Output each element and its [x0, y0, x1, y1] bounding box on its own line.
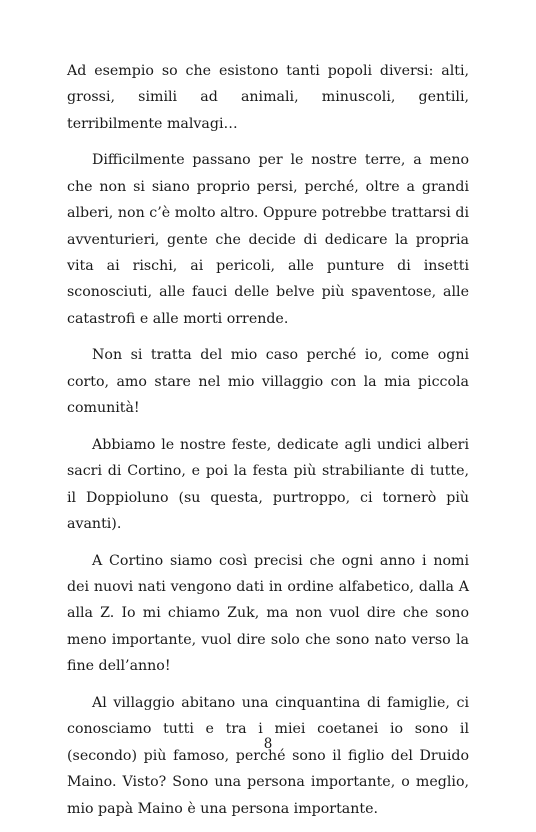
paragraph-1: Ad esempio so che esistono tanti popoli diversi: alti, grossi, simili ad animali, minuscoli, gentili, terribilmente malvagi…: [67, 63, 469, 132]
paragraph-4: Abbiamo le nostre feste, dedicate agli undici alberi sacri di Cortino, e poi la festa più strabiliante di tutte, il Doppioluno (su questa, purtroppo, ci tornerò più avanti).: [67, 436, 469, 533]
page-number: 8: [263, 736, 273, 752]
paragraph-5: A Cortino siamo così precisi che ogni anno i nomi dei nuovi nati vengono dati in ordine alfabetico, dalla A alla Z. Io mi chiamo Zuk, ma non vuol dire che sono meno importante, vuol dire solo che sono nato verso la fine dell’anno!: [67, 552, 469, 675]
paragraph-6: Al villaggio abitano una cinquantina di famiglie, ci conosciamo tutti e tra i miei coetanei io sono il (secondo) più famoso, perché sono il figlio del Druido Maino. Visto? Sono una persona importante, o meglio, mio papà Maino è una persona importante.: [67, 694, 469, 817]
paragraph-2: Difficilmente passano per le nostre terre, a meno che non si siano proprio persi, perché, oltre a grandi alberi, non c’è molto altro. Oppure potrebbe trattarsi di avventurieri, gente che decide di dedicare la propria vita ai rischi, ai pericoli, alle punture di insetti sconosciuti, alle fauci delle belve più spaventose, alle catastrofi e alle morti orrende.: [67, 152, 469, 327]
paragraph-3: Non si tratta del mio caso perché io, come ogni corto, amo stare nel mio villaggio con la mia piccola comunità!: [67, 347, 469, 417]
body-text: [67, 58, 469, 832]
